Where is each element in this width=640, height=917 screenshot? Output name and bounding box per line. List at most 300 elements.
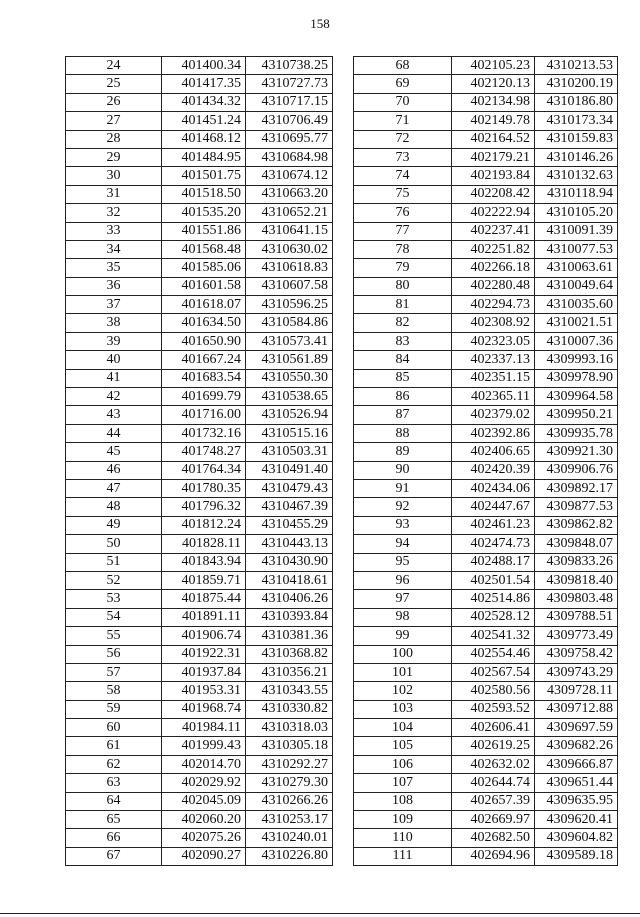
x-coordinate-cell: 402694.96 [452, 847, 535, 865]
table-row [354, 240, 618, 258]
x-coordinate-cell: 402351.15 [452, 369, 535, 387]
table-row [66, 755, 333, 773]
table-row [66, 93, 333, 111]
y-coordinate-cell: 4310515.16 [246, 424, 333, 442]
point-number-cell: 71 [354, 112, 452, 130]
table-row [66, 811, 333, 829]
point-number-cell: 28 [66, 130, 162, 148]
x-coordinate-cell: 401667.24 [162, 351, 246, 369]
point-number-cell: 53 [66, 590, 162, 608]
y-coordinate-cell: 4310641.15 [246, 222, 333, 240]
table-row [66, 314, 333, 332]
point-number-cell: 73 [354, 148, 452, 166]
x-coordinate-cell: 402337.13 [452, 351, 535, 369]
point-number-cell: 50 [66, 535, 162, 553]
point-number-cell: 35 [66, 259, 162, 277]
x-coordinate-cell: 401551.86 [162, 222, 246, 240]
x-coordinate-cell: 402134.98 [452, 93, 535, 111]
point-number-cell: 110 [354, 829, 452, 847]
table-row [354, 645, 618, 663]
y-coordinate-cell: 4309728.11 [535, 682, 618, 700]
coordinates-table-right [353, 56, 618, 866]
x-coordinate-cell: 401843.94 [162, 553, 246, 571]
y-coordinate-cell: 4309892.17 [535, 479, 618, 497]
point-number-cell: 36 [66, 277, 162, 295]
x-coordinate-cell: 402682.50 [452, 829, 535, 847]
point-number-cell: 56 [66, 645, 162, 663]
point-number-cell: 89 [354, 443, 452, 461]
table-row [66, 75, 333, 93]
x-coordinate-cell: 401699.79 [162, 388, 246, 406]
x-coordinate-cell: 402222.94 [452, 204, 535, 222]
point-number-cell: 33 [66, 222, 162, 240]
point-number-cell: 60 [66, 719, 162, 737]
y-coordinate-cell: 4310538.65 [246, 388, 333, 406]
table-row [66, 700, 333, 718]
y-coordinate-cell: 4309950.21 [535, 406, 618, 424]
x-coordinate-cell: 402632.02 [452, 755, 535, 773]
y-coordinate-cell: 4310491.40 [246, 461, 333, 479]
y-coordinate-cell: 4310503.31 [246, 443, 333, 461]
y-coordinate-cell: 4310393.84 [246, 608, 333, 626]
y-coordinate-cell: 4310455.29 [246, 516, 333, 534]
point-number-cell: 41 [66, 369, 162, 387]
y-coordinate-cell: 4310430.90 [246, 553, 333, 571]
table-row [354, 57, 618, 75]
point-number-cell: 88 [354, 424, 452, 442]
coordinates-table-left [65, 56, 333, 866]
point-number-cell: 42 [66, 388, 162, 406]
point-number-cell: 37 [66, 296, 162, 314]
x-coordinate-cell: 402014.70 [162, 755, 246, 773]
y-coordinate-cell: 4310618.83 [246, 259, 333, 277]
table-row [66, 737, 333, 755]
y-coordinate-cell: 4310368.82 [246, 645, 333, 663]
table-row [66, 571, 333, 589]
x-coordinate-cell: 402120.13 [452, 75, 535, 93]
table-row [66, 627, 333, 645]
point-number-cell: 27 [66, 112, 162, 130]
point-number-cell: 63 [66, 774, 162, 792]
table-row [354, 424, 618, 442]
table-row [354, 369, 618, 387]
table-row [354, 700, 618, 718]
table-row [354, 406, 618, 424]
table-row [354, 204, 618, 222]
point-number-cell: 102 [354, 682, 452, 700]
x-coordinate-cell: 402669.97 [452, 811, 535, 829]
x-coordinate-cell: 402488.17 [452, 553, 535, 571]
table-row [66, 296, 333, 314]
x-coordinate-cell: 402474.73 [452, 535, 535, 553]
point-number-cell: 95 [354, 553, 452, 571]
table-row [66, 516, 333, 534]
point-number-cell: 45 [66, 443, 162, 461]
x-coordinate-cell: 402567.54 [452, 663, 535, 681]
table-row [354, 259, 618, 277]
x-coordinate-cell: 402075.26 [162, 829, 246, 847]
x-coordinate-cell: 401634.50 [162, 314, 246, 332]
table-row [354, 93, 618, 111]
x-coordinate-cell: 401650.90 [162, 332, 246, 350]
point-number-cell: 67 [66, 847, 162, 865]
y-coordinate-cell: 4309803.48 [535, 590, 618, 608]
point-number-cell: 93 [354, 516, 452, 534]
y-coordinate-cell: 4310561.89 [246, 351, 333, 369]
table-row [66, 277, 333, 295]
x-coordinate-cell: 401535.20 [162, 204, 246, 222]
table-row [66, 645, 333, 663]
table-row [354, 332, 618, 350]
x-coordinate-cell: 401716.00 [162, 406, 246, 424]
table-row [354, 351, 618, 369]
point-number-cell: 106 [354, 755, 452, 773]
x-coordinate-cell: 402501.54 [452, 571, 535, 589]
y-coordinate-cell: 4310021.51 [535, 314, 618, 332]
y-coordinate-cell: 4309818.40 [535, 571, 618, 589]
point-number-cell: 64 [66, 792, 162, 810]
x-coordinate-cell: 401875.44 [162, 590, 246, 608]
y-coordinate-cell: 4310467.39 [246, 498, 333, 516]
y-coordinate-cell: 4310200.19 [535, 75, 618, 93]
y-coordinate-cell: 4310526.94 [246, 406, 333, 424]
table-row [66, 388, 333, 406]
y-coordinate-cell: 4310049.64 [535, 277, 618, 295]
y-coordinate-cell: 4310266.26 [246, 792, 333, 810]
point-number-cell: 84 [354, 351, 452, 369]
y-coordinate-cell: 4309604.82 [535, 829, 618, 847]
table-row [66, 479, 333, 497]
table-row [66, 57, 333, 75]
table-row [66, 829, 333, 847]
table-row [354, 185, 618, 203]
point-number-cell: 82 [354, 314, 452, 332]
y-coordinate-cell: 4310063.61 [535, 259, 618, 277]
x-coordinate-cell: 401922.31 [162, 645, 246, 663]
y-coordinate-cell: 4310479.43 [246, 479, 333, 497]
y-coordinate-cell: 4309697.59 [535, 719, 618, 737]
y-coordinate-cell: 4309935.78 [535, 424, 618, 442]
point-number-cell: 52 [66, 571, 162, 589]
y-coordinate-cell: 4310146.26 [535, 148, 618, 166]
x-coordinate-cell: 402060.20 [162, 811, 246, 829]
point-number-cell: 48 [66, 498, 162, 516]
table-row [66, 259, 333, 277]
point-number-cell: 58 [66, 682, 162, 700]
y-coordinate-cell: 4310077.53 [535, 240, 618, 258]
y-coordinate-cell: 4310159.83 [535, 130, 618, 148]
x-coordinate-cell: 402593.52 [452, 700, 535, 718]
y-coordinate-cell: 4309848.07 [535, 535, 618, 553]
x-coordinate-cell: 401968.74 [162, 700, 246, 718]
table-row [66, 847, 333, 865]
x-coordinate-cell: 402266.18 [452, 259, 535, 277]
x-coordinate-cell: 401780.35 [162, 479, 246, 497]
x-coordinate-cell: 402434.06 [452, 479, 535, 497]
table-row [354, 719, 618, 737]
y-coordinate-cell: 4310213.53 [535, 57, 618, 75]
y-coordinate-cell: 4310684.98 [246, 148, 333, 166]
y-coordinate-cell: 4310418.61 [246, 571, 333, 589]
point-number-cell: 38 [66, 314, 162, 332]
y-coordinate-cell: 4309906.76 [535, 461, 618, 479]
point-number-cell: 76 [354, 204, 452, 222]
x-coordinate-cell: 402580.56 [452, 682, 535, 700]
x-coordinate-cell: 401468.12 [162, 130, 246, 148]
y-coordinate-cell: 4310663.20 [246, 185, 333, 203]
point-number-cell: 79 [354, 259, 452, 277]
point-number-cell: 59 [66, 700, 162, 718]
x-coordinate-cell: 402447.67 [452, 498, 535, 516]
x-coordinate-cell: 402308.92 [452, 314, 535, 332]
table-row [354, 277, 618, 295]
table-row [354, 167, 618, 185]
x-coordinate-cell: 402392.86 [452, 424, 535, 442]
table-row [66, 461, 333, 479]
point-number-cell: 70 [354, 93, 452, 111]
y-coordinate-cell: 4310573.41 [246, 332, 333, 350]
table-row [354, 829, 618, 847]
table-row [354, 774, 618, 792]
point-number-cell: 105 [354, 737, 452, 755]
table-row [66, 222, 333, 240]
x-coordinate-cell: 402606.41 [452, 719, 535, 737]
table-row [354, 535, 618, 553]
y-coordinate-cell: 4310406.26 [246, 590, 333, 608]
point-number-cell: 83 [354, 332, 452, 350]
y-coordinate-cell: 4310695.77 [246, 130, 333, 148]
point-number-cell: 24 [66, 57, 162, 75]
y-coordinate-cell: 4310674.12 [246, 167, 333, 185]
table-row [66, 443, 333, 461]
point-number-cell: 104 [354, 719, 452, 737]
point-number-cell: 32 [66, 204, 162, 222]
point-number-cell: 54 [66, 608, 162, 626]
table-row [66, 424, 333, 442]
point-number-cell: 97 [354, 590, 452, 608]
point-number-cell: 91 [354, 479, 452, 497]
point-number-cell: 65 [66, 811, 162, 829]
point-number-cell: 51 [66, 553, 162, 571]
table-row [354, 516, 618, 534]
y-coordinate-cell: 4310443.13 [246, 535, 333, 553]
table-row [354, 112, 618, 130]
x-coordinate-cell: 401764.34 [162, 461, 246, 479]
point-number-cell: 25 [66, 75, 162, 93]
x-coordinate-cell: 402461.23 [452, 516, 535, 534]
point-number-cell: 80 [354, 277, 452, 295]
y-coordinate-cell: 4309833.26 [535, 553, 618, 571]
y-coordinate-cell: 4309773.49 [535, 627, 618, 645]
point-number-cell: 43 [66, 406, 162, 424]
x-coordinate-cell: 402029.92 [162, 774, 246, 792]
table-row [66, 406, 333, 424]
x-coordinate-cell: 401451.24 [162, 112, 246, 130]
y-coordinate-cell: 4310343.55 [246, 682, 333, 700]
point-number-cell: 72 [354, 130, 452, 148]
table-row [66, 590, 333, 608]
x-coordinate-cell: 401417.35 [162, 75, 246, 93]
point-number-cell: 81 [354, 296, 452, 314]
table-row [66, 498, 333, 516]
y-coordinate-cell: 4310381.36 [246, 627, 333, 645]
x-coordinate-cell: 401568.48 [162, 240, 246, 258]
point-number-cell: 77 [354, 222, 452, 240]
point-number-cell: 40 [66, 351, 162, 369]
x-coordinate-cell: 402644.74 [452, 774, 535, 792]
x-coordinate-cell: 402379.02 [452, 406, 535, 424]
table-row [66, 351, 333, 369]
y-coordinate-cell: 4309758.42 [535, 645, 618, 663]
y-coordinate-cell: 4309964.58 [535, 388, 618, 406]
x-coordinate-cell: 401683.54 [162, 369, 246, 387]
y-coordinate-cell: 4310630.02 [246, 240, 333, 258]
y-coordinate-cell: 4310091.39 [535, 222, 618, 240]
y-coordinate-cell: 4310356.21 [246, 663, 333, 681]
x-coordinate-cell: 401585.06 [162, 259, 246, 277]
table-row [354, 571, 618, 589]
y-coordinate-cell: 4310584.86 [246, 314, 333, 332]
y-coordinate-cell: 4310596.25 [246, 296, 333, 314]
point-number-cell: 86 [354, 388, 452, 406]
table-row [354, 608, 618, 626]
x-coordinate-cell: 402105.23 [452, 57, 535, 75]
y-coordinate-cell: 4310550.30 [246, 369, 333, 387]
y-coordinate-cell: 4310652.21 [246, 204, 333, 222]
x-coordinate-cell: 402251.82 [452, 240, 535, 258]
y-coordinate-cell: 4310253.17 [246, 811, 333, 829]
y-coordinate-cell: 4310318.03 [246, 719, 333, 737]
y-coordinate-cell: 4310706.49 [246, 112, 333, 130]
x-coordinate-cell: 401984.11 [162, 719, 246, 737]
table-row [354, 627, 618, 645]
point-number-cell: 39 [66, 332, 162, 350]
y-coordinate-cell: 4310292.27 [246, 755, 333, 773]
x-coordinate-cell: 401828.11 [162, 535, 246, 553]
x-coordinate-cell: 401999.43 [162, 737, 246, 755]
x-coordinate-cell: 402420.39 [452, 461, 535, 479]
x-coordinate-cell: 401748.27 [162, 443, 246, 461]
y-coordinate-cell: 4310105.20 [535, 204, 618, 222]
y-coordinate-cell: 4310226.80 [246, 847, 333, 865]
y-coordinate-cell: 4309862.82 [535, 516, 618, 534]
table-row [354, 222, 618, 240]
point-number-cell: 99 [354, 627, 452, 645]
table-row [354, 590, 618, 608]
point-number-cell: 66 [66, 829, 162, 847]
point-number-cell: 111 [354, 847, 452, 865]
point-number-cell: 101 [354, 663, 452, 681]
x-coordinate-cell: 402280.48 [452, 277, 535, 295]
y-coordinate-cell: 4310738.25 [246, 57, 333, 75]
point-number-cell: 100 [354, 645, 452, 663]
x-coordinate-cell: 402406.65 [452, 443, 535, 461]
table-row [354, 388, 618, 406]
point-number-cell: 98 [354, 608, 452, 626]
y-coordinate-cell: 4309712.88 [535, 700, 618, 718]
x-coordinate-cell: 402237.41 [452, 222, 535, 240]
table-row [354, 479, 618, 497]
x-coordinate-cell: 401891.11 [162, 608, 246, 626]
x-coordinate-cell: 402045.09 [162, 792, 246, 810]
table-row [354, 75, 618, 93]
table-row [66, 792, 333, 810]
x-coordinate-cell: 402528.12 [452, 608, 535, 626]
table-row [66, 167, 333, 185]
table-row [66, 332, 333, 350]
y-coordinate-cell: 4309788.51 [535, 608, 618, 626]
point-number-cell: 55 [66, 627, 162, 645]
point-number-cell: 46 [66, 461, 162, 479]
x-coordinate-cell: 402514.86 [452, 590, 535, 608]
y-coordinate-cell: 4310330.82 [246, 700, 333, 718]
table-row [66, 553, 333, 571]
x-coordinate-cell: 401937.84 [162, 663, 246, 681]
x-coordinate-cell: 401732.16 [162, 424, 246, 442]
y-coordinate-cell: 4310279.30 [246, 774, 333, 792]
x-coordinate-cell: 401796.32 [162, 498, 246, 516]
table-row [354, 296, 618, 314]
x-coordinate-cell: 402541.32 [452, 627, 535, 645]
point-number-cell: 61 [66, 737, 162, 755]
table-row [66, 130, 333, 148]
y-coordinate-cell: 4309682.26 [535, 737, 618, 755]
table-row [66, 240, 333, 258]
x-coordinate-cell: 401400.34 [162, 57, 246, 75]
y-coordinate-cell: 4309921.30 [535, 443, 618, 461]
y-coordinate-cell: 4309993.16 [535, 351, 618, 369]
table-row [354, 663, 618, 681]
table-row [66, 608, 333, 626]
table-row [354, 811, 618, 829]
point-number-cell: 34 [66, 240, 162, 258]
point-number-cell: 92 [354, 498, 452, 516]
y-coordinate-cell: 4310035.60 [535, 296, 618, 314]
x-coordinate-cell: 402164.52 [452, 130, 535, 148]
point-number-cell: 29 [66, 148, 162, 166]
x-coordinate-cell: 402294.73 [452, 296, 535, 314]
table-row [66, 112, 333, 130]
y-coordinate-cell: 4309743.29 [535, 663, 618, 681]
point-number-cell: 85 [354, 369, 452, 387]
x-coordinate-cell: 402323.05 [452, 332, 535, 350]
table-row [354, 498, 618, 516]
point-number-cell: 96 [354, 571, 452, 589]
point-number-cell: 87 [354, 406, 452, 424]
x-coordinate-cell: 401859.71 [162, 571, 246, 589]
point-number-cell: 26 [66, 93, 162, 111]
x-coordinate-cell: 401434.32 [162, 93, 246, 111]
point-number-cell: 74 [354, 167, 452, 185]
x-coordinate-cell: 402208.42 [452, 185, 535, 203]
x-coordinate-cell: 402657.39 [452, 792, 535, 810]
table-row [354, 443, 618, 461]
y-coordinate-cell: 4310173.34 [535, 112, 618, 130]
table-row [354, 314, 618, 332]
table-row [66, 185, 333, 203]
y-coordinate-cell: 4310240.01 [246, 829, 333, 847]
x-coordinate-cell: 402090.27 [162, 847, 246, 865]
point-number-cell: 109 [354, 811, 452, 829]
y-coordinate-cell: 4309666.87 [535, 755, 618, 773]
x-coordinate-cell: 401906.74 [162, 627, 246, 645]
x-coordinate-cell: 402619.25 [452, 737, 535, 755]
table-row [354, 792, 618, 810]
y-coordinate-cell: 4309651.44 [535, 774, 618, 792]
table-row [66, 719, 333, 737]
x-coordinate-cell: 401501.75 [162, 167, 246, 185]
y-coordinate-cell: 4310727.73 [246, 75, 333, 93]
